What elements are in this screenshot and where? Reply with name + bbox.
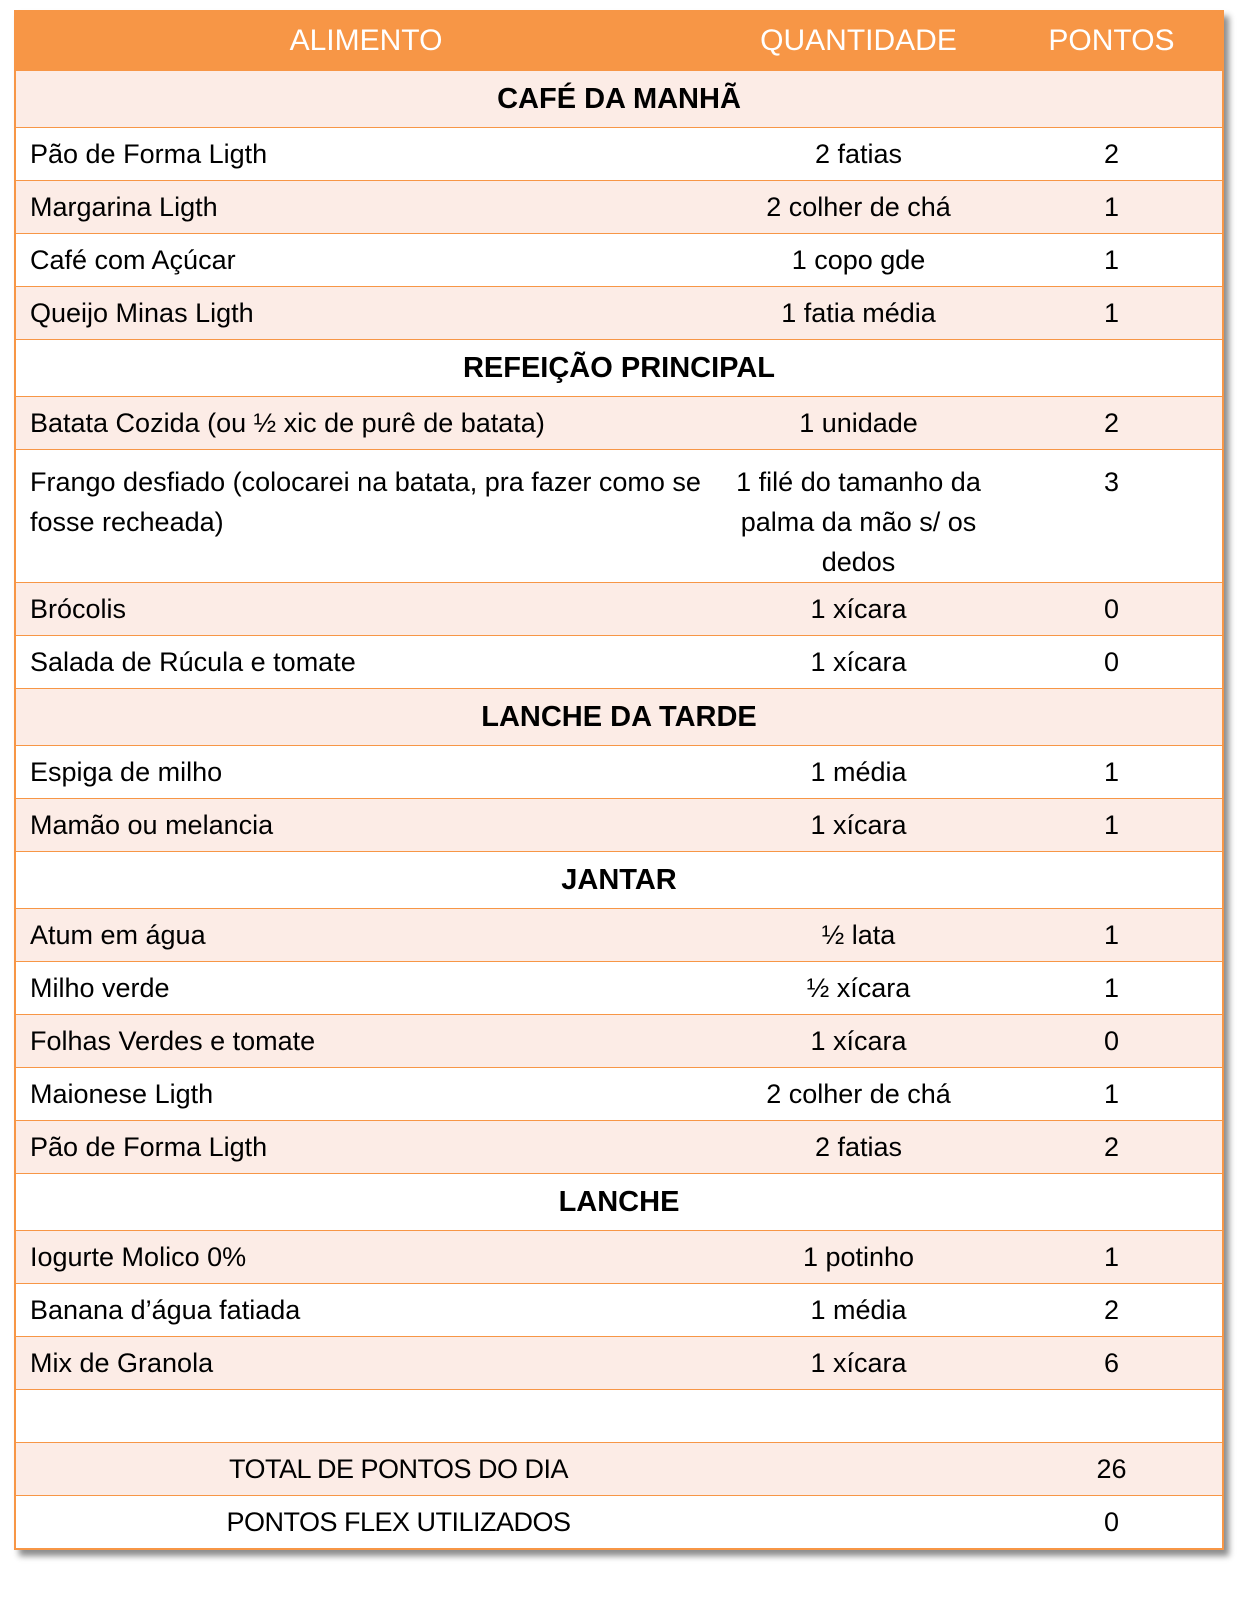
header-pontos: PONTOS [1048, 24, 1175, 57]
table-row [16, 1230, 1222, 1283]
quantity: 1 xícara [810, 593, 907, 624]
table-row [16, 635, 1222, 688]
points: 1 [1103, 191, 1120, 222]
points: 1 [1103, 1078, 1120, 1109]
food-name: Iogurte Molico 0% [30, 1241, 247, 1272]
header-alimento: ALIMENTO [289, 24, 443, 57]
table-row [16, 233, 1222, 286]
table-row [16, 798, 1222, 851]
quantity: 2 colher de chá [766, 1078, 951, 1109]
table-row [16, 1283, 1222, 1336]
points: 1 [1103, 244, 1120, 275]
table-row [16, 180, 1222, 233]
table-row [16, 127, 1222, 180]
quantity: 1 xícara [810, 809, 907, 840]
table-row [16, 582, 1222, 635]
section-title-row [16, 688, 1222, 745]
points: 2 [1103, 1294, 1120, 1325]
food-name: Pão de Forma Ligth [30, 138, 268, 169]
food-name: Maionese Ligth [30, 1078, 214, 1109]
points: 2 [1103, 138, 1120, 169]
table-row [16, 961, 1222, 1014]
table-row [16, 449, 1222, 582]
section-title: LANCHE [558, 1185, 680, 1218]
food-name: Salada de Rúcula e tomate [30, 646, 356, 677]
food-name: Batata Cozida (ou ½ xic de purê de batata) [30, 407, 545, 438]
empty-row [16, 1389, 1222, 1442]
points: 1 [1103, 297, 1120, 328]
section-title-row [16, 851, 1222, 908]
quantity: 1 xícara [810, 1347, 907, 1378]
quantity: 1 potinho [802, 1241, 915, 1272]
food-points-table [14, 10, 1224, 1550]
quantity: ½ xícara [806, 972, 911, 1003]
header-quantidade: QUANTIDADE [760, 24, 957, 57]
food-name: Banana d’água fatiada [30, 1294, 301, 1325]
quantity: 1 xícara [810, 646, 907, 677]
food-name: Milho verde [30, 972, 170, 1003]
table-header [16, 12, 1222, 70]
points: 2 [1103, 1131, 1120, 1162]
table-row [16, 286, 1222, 339]
quantity: 1 xícara [810, 1025, 907, 1056]
quantity: 1 fatia média [781, 297, 936, 328]
food-name: Mix de Granola [30, 1347, 214, 1378]
food-name: Café com Açúcar [30, 244, 236, 275]
section-title-row [16, 1173, 1222, 1230]
section-title-row [16, 339, 1222, 396]
food-name: Queijo Minas Ligth [30, 297, 254, 328]
quantity: 2 fatias [814, 138, 903, 169]
points: 3 [1103, 467, 1120, 497]
food-name: Mamão ou melancia [30, 809, 274, 840]
food-name: Margarina Ligth [30, 191, 218, 222]
table-row [16, 1014, 1222, 1067]
food-name: Pão de Forma Ligth [30, 1131, 268, 1162]
table-row [16, 1120, 1222, 1173]
table-row [16, 745, 1222, 798]
food-name: Atum em água [30, 919, 206, 950]
points: 1 [1103, 1241, 1120, 1272]
points: 1 [1103, 809, 1120, 840]
points: 0 [1103, 646, 1120, 677]
food-name: Frango desfiado (colocarei na batata, pra fazer como se fosse recheada) [30, 467, 701, 537]
quantity: 2 colher de chá [766, 191, 951, 222]
food-name: Brócolis [30, 593, 127, 624]
summary-label: TOTAL DE PONTOS DO DIA [228, 1453, 569, 1484]
quantity: 1 média [810, 1294, 907, 1325]
quantity: 2 fatias [814, 1131, 903, 1162]
summary-value: 26 [1096, 1453, 1127, 1484]
food-name: Folhas Verdes e tomate [30, 1025, 316, 1056]
quantity: 1 média [810, 756, 907, 787]
table-row [16, 1336, 1222, 1389]
points: 2 [1103, 407, 1120, 438]
section-title: CAFÉ DA MANHÃ [497, 82, 741, 115]
quantity: 1 unidade [799, 407, 918, 438]
table-row [16, 396, 1222, 449]
quantity: 1 filé do tamanho da palma da mão s/ os dedos [736, 467, 981, 577]
table-row [16, 908, 1222, 961]
section-title: REFEIÇÃO PRINCIPAL [462, 351, 776, 384]
points: 1 [1103, 972, 1120, 1003]
quantity: 1 copo gde [791, 244, 926, 275]
summary-row [16, 1442, 1222, 1495]
quantity: ½ lata [821, 919, 896, 950]
food-name: Espiga de milho [30, 756, 223, 787]
summary-row [16, 1495, 1222, 1548]
summary-value: 0 [1103, 1506, 1120, 1537]
points: 1 [1103, 756, 1120, 787]
points: 6 [1103, 1347, 1120, 1378]
section-title-row [16, 70, 1222, 127]
table-row [16, 1067, 1222, 1120]
summary-label: PONTOS FLEX UTILIZADOS [226, 1506, 571, 1537]
section-title: LANCHE DA TARDE [481, 700, 757, 733]
section-title: JANTAR [561, 863, 677, 896]
points: 0 [1103, 593, 1120, 624]
points: 0 [1103, 1025, 1120, 1056]
points: 1 [1103, 919, 1120, 950]
